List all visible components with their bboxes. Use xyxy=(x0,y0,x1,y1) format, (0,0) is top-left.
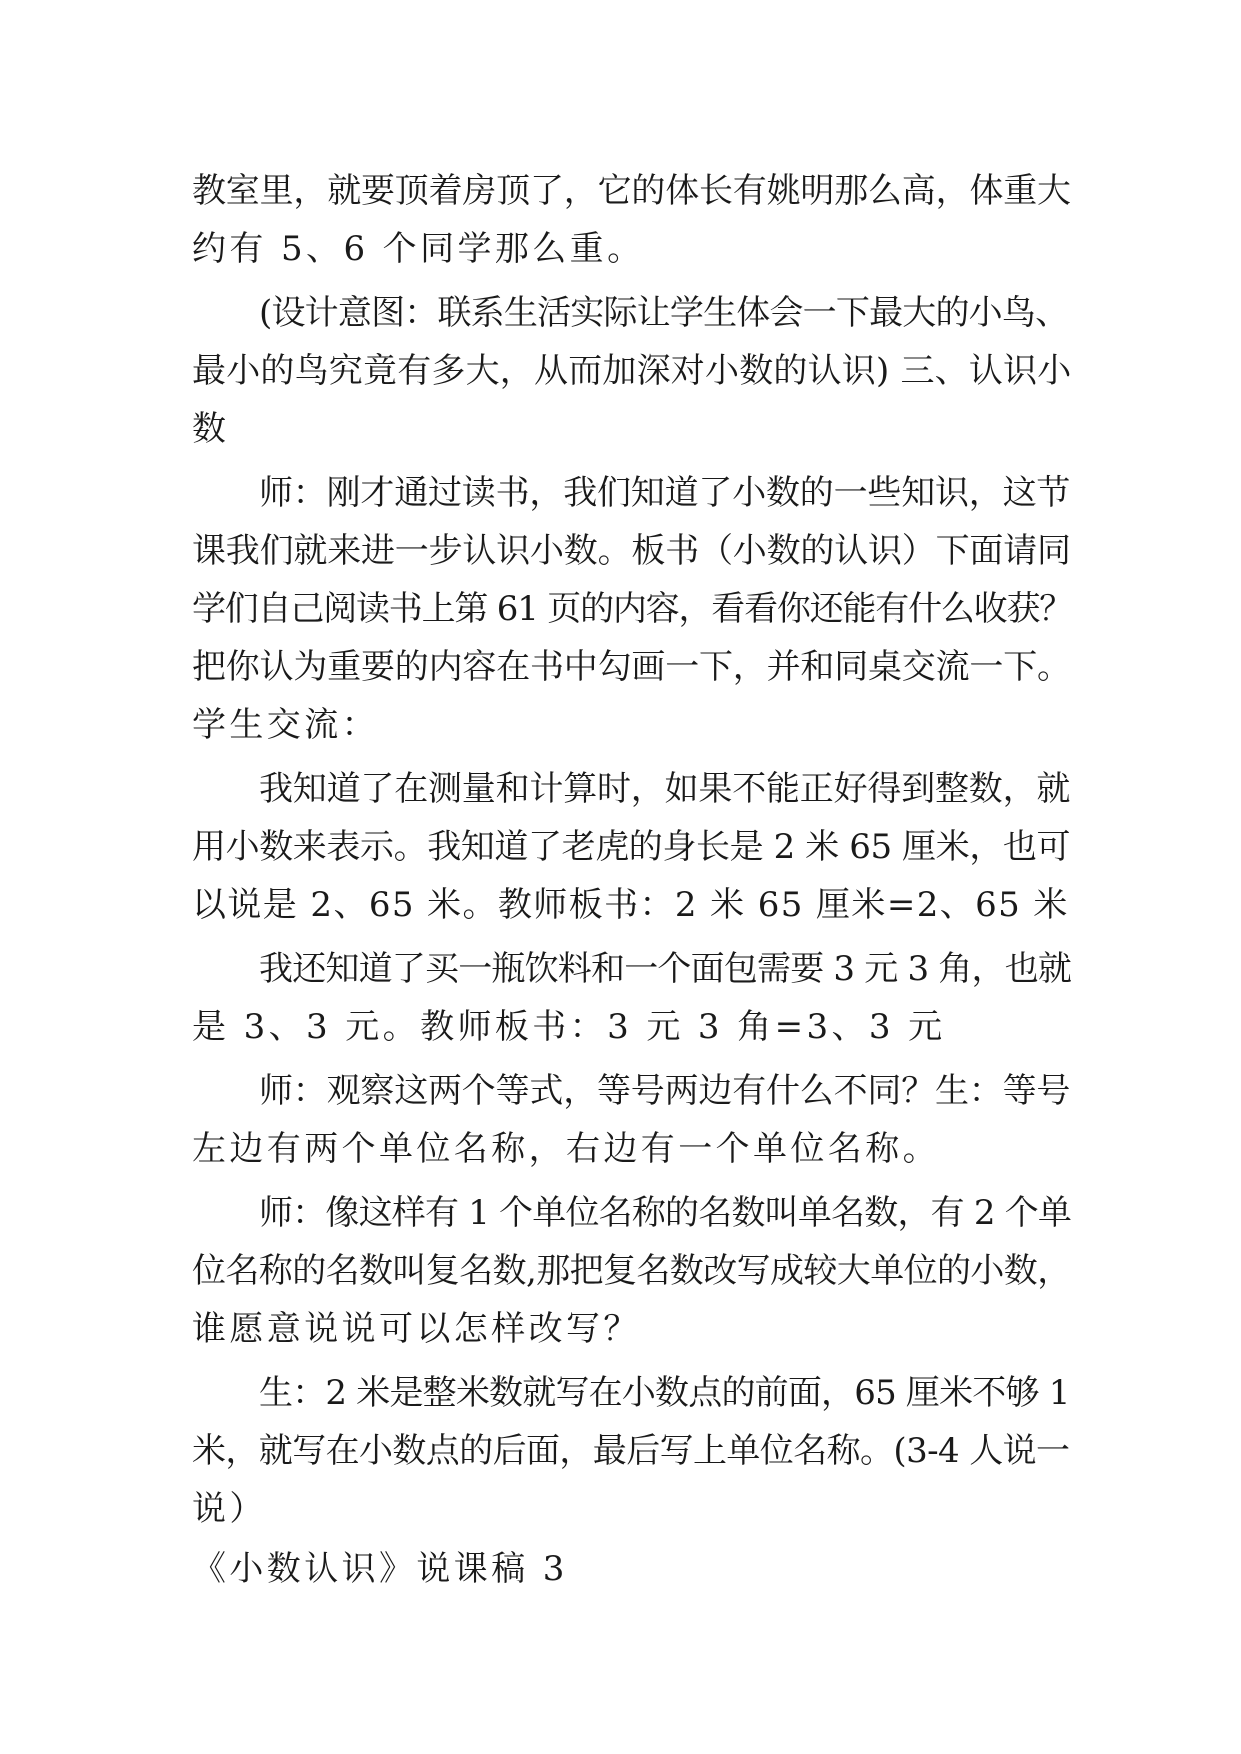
text-line: 我还知道了买一瓶饮料和一个面包需要 3 元 3 角，也就 xyxy=(259,949,1072,989)
text-line: (设计意图：联系生活实际让学生体会一下最大的小鸟、 xyxy=(259,293,1069,333)
section-title: 《小数认识》说课稿 3 xyxy=(192,1549,568,1589)
text-line: 谁愿意说说可以怎样改写？ xyxy=(192,1309,641,1349)
text-line: 米，就写在小数点的后面，最后写上单位名称。(3-4 人说一 xyxy=(192,1431,1070,1471)
text-line: 数 xyxy=(192,409,230,449)
text-line: 左边有两个单位名称，右边有一个单位名称。 xyxy=(192,1129,940,1169)
text-line: 师：像这样有 1 个单位名称的名数叫单名数，有 2 个单 xyxy=(259,1193,1072,1233)
text-line: 是 3、3 元。教师板书：3 元 3 角=3、3 元 xyxy=(192,1007,946,1047)
text-line: 师：观察这两个等式，等号两边有什么不同？生：等号 xyxy=(259,1071,1071,1111)
text-line: 学们自己阅读书上第 61 页的内容，看看你还能有什么收获？ xyxy=(192,589,1073,629)
text-line: 生：2 米是整米数就写在小数点的前面，65 厘米不够 1 xyxy=(259,1373,1070,1413)
text-line: 我知道了在测量和计算时，如果不能正好得到整数，就 xyxy=(259,769,1071,809)
text-line: 师：刚才通过读书，我们知道了小数的一些知识，这节 xyxy=(259,473,1071,513)
text-line: 用小数来表示。我知道了老虎的身长是 2 米 65 厘米，也可 xyxy=(192,827,1071,867)
text-line: 以说是 2、65 米。教师板书：2 米 65 厘米=2、65 米 xyxy=(192,885,1069,925)
text-line: 位名称的名数叫复名数,那把复名数改写成较大单位的小数， xyxy=(192,1251,1071,1291)
text-line: 最小的鸟究竟有多大，从而加深对小数的认识) 三、认识小 xyxy=(192,351,1072,391)
text-line: 约有 5、6 个同学那么重。 xyxy=(192,229,645,269)
text-line: 教室里，就要顶着房顶了，它的体长有姚明那么高，体重大 xyxy=(192,171,1071,211)
text-line: 学生交流： xyxy=(192,705,379,745)
text-line: 把你认为重要的内容在书中勾画一下，并和同桌交流一下。 xyxy=(192,647,1071,687)
text-line: 课我们就来进一步认识小数。板书（小数的认识）下面请同 xyxy=(192,531,1071,571)
text-line: 说） xyxy=(192,1489,267,1529)
